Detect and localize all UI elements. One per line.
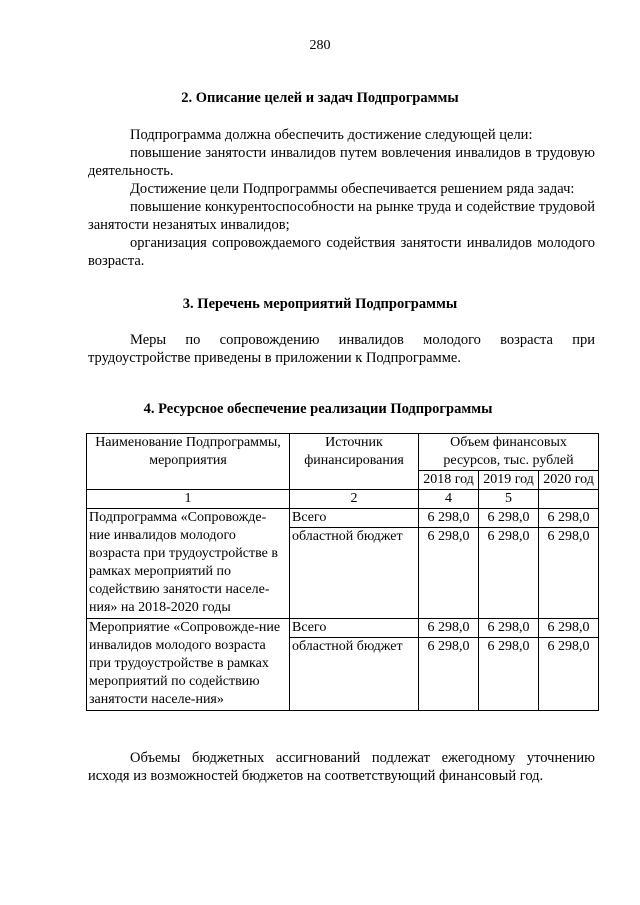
header-year-2018: 2018 год <box>419 471 479 490</box>
section-2-paragraph: Достижение цели Подпрограммы обеспечивается решением ряда задач: <box>130 181 575 197</box>
header-year-2020: 2020 год <box>539 471 599 490</box>
row-source: областной бюджет <box>290 528 419 619</box>
resource-table <box>86 433 599 711</box>
row-value: 6 298,0 <box>419 619 479 638</box>
row-value: 6 298,0 <box>419 528 479 619</box>
table-row <box>87 509 599 528</box>
row-source: областной бюджет <box>290 638 419 711</box>
column-number: 2 <box>290 490 419 509</box>
row-source: Всего <box>290 619 419 638</box>
section-4-title: 4. Ресурсное обеспечение реализации Подпрограммы <box>143 401 493 417</box>
row-value: 6 298,0 <box>479 528 539 619</box>
note-paragraph: Объемы бюджетных ассигнований подлежат ежегодному уточнению исходя из возможностей бюджетов на соответствующий финансовый год. <box>88 750 595 784</box>
row-name: Подпрограмма «Сопровожде-ние инвалидов молодого возраста при трудоустройстве в рамках мероприятий по содействию занятости населе-ния» на 2018-2020 годы <box>87 509 290 619</box>
header-source: Источник финансирования <box>290 434 419 490</box>
row-value: 6 298,0 <box>479 509 539 528</box>
section-2-body <box>88 126 595 270</box>
header-year-2019: 2019 год <box>479 471 539 490</box>
section-2-paragraph: организация сопровождаемого содействия занятости инвалидов молодого возраста. <box>88 235 595 269</box>
section-2-paragraph: повышение занятости инвалидов путем вовлечения инвалидов в трудовую деятельность. <box>88 145 595 179</box>
table-row <box>87 619 599 638</box>
table-header-row <box>87 434 599 471</box>
section-4-note <box>88 749 595 785</box>
header-name: Наименование Подпрограммы, мероприятия <box>87 434 290 490</box>
header-volume: Объем финансовых ресурсов, тыс. рублей <box>419 434 599 471</box>
row-source: Всего <box>290 509 419 528</box>
column-number: 1 <box>87 490 290 509</box>
row-value: 6 298,0 <box>539 509 599 528</box>
section-3-title: 3. Перечень мероприятий Подпрограммы <box>182 296 458 312</box>
page-number: 280 <box>309 38 331 53</box>
table-number-row <box>87 490 599 509</box>
column-number: 4 <box>419 490 479 509</box>
row-name: Мероприятие «Сопровожде-ние инвалидов молодого возраста при трудоустройстве в рамках мероприятий по содействию занятости населе-ния» <box>87 619 290 711</box>
column-number: 5 <box>479 490 539 509</box>
section-3-body <box>88 331 595 367</box>
column-number <box>539 490 599 509</box>
row-value: 6 298,0 <box>479 619 539 638</box>
row-value: 6 298,0 <box>539 528 599 619</box>
row-value: 6 298,0 <box>539 619 599 638</box>
section-2-paragraph: Подпрограмма должна обеспечить достижение следующей цели: <box>130 127 533 143</box>
section-2-title: 2. Описание целей и задач Подпрограммы <box>181 90 459 106</box>
row-value: 6 298,0 <box>419 509 479 528</box>
row-value: 6 298,0 <box>539 638 599 711</box>
section-3-paragraph: Меры по сопровождению инвалидов молодого возраста при трудоустройстве приведены в приложении к Подпрограмме. <box>88 332 595 366</box>
section-2-paragraph: повышение конкурентоспособности на рынке труда и содействие трудовой занятости незанятых инвалидов; <box>88 199 595 233</box>
row-value: 6 298,0 <box>479 638 539 711</box>
row-value: 6 298,0 <box>419 638 479 711</box>
